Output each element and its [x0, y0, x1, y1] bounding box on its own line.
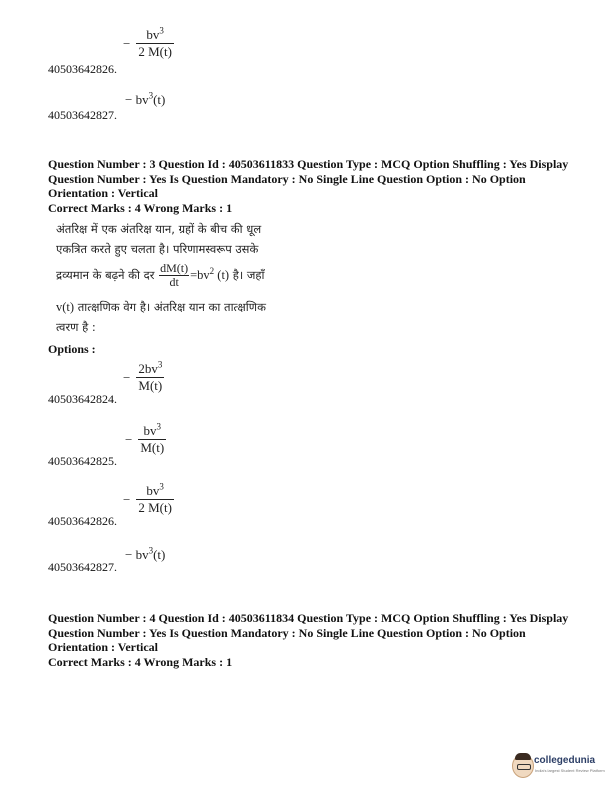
- rate-line: द्रव्यमान के बढ़ने की दर $\frac{dM(t)}{dt}$ $=bv^2$ (t) है। जहाँ: [56, 261, 265, 289]
- option-expression: − $\frac{2bv^3}{M(t)}$: [123, 359, 163, 393]
- collegedunia-logo: [512, 752, 607, 782]
- question-4-marks: Correct Marks : 4 Wrong Marks : 1: [48, 654, 233, 669]
- question-3-header: Question Number : 3 Question Id : 40503611833 Question Type : MCQ Option Shuffling : Yes Display Question Number : Yes Is Question Mandatory : No Single Line Question Option : No Option Orientation : Vertical Correct Marks : 4 Wrong Marks : 1: [48, 157, 578, 215]
- logo-name: collegedunia: [534, 755, 596, 766]
- option-id: 40503642825.: [48, 454, 117, 468]
- question-3-marks: Correct Marks : 4 Wrong Marks : 1: [48, 200, 233, 215]
- option-expression: − $bv^3(t)$: [125, 90, 166, 107]
- question-4-header: Question Number : 4 Question Id : 40503611834 Question Type : MCQ Option Shuffling : Yes Display Question Number : Yes Is Question Mandatory : No Single Line Question Option : No Option Orientation : Vertical Correct Marks : 4 Wrong Marks : 1: [48, 611, 578, 669]
- option-expression: − $bv^3(t)$: [125, 545, 166, 562]
- option-id: 40503642824.: [48, 392, 117, 406]
- options-label: Options :: [48, 342, 96, 356]
- option-expression: − $\frac{bv^3}{M(t)}$: [125, 421, 165, 455]
- option-id: 40503642826.: [48, 514, 117, 528]
- option-id: 40503642827.: [48, 560, 117, 574]
- option-expression: − $\frac{bv^3}{2 M(t)}$: [123, 481, 172, 515]
- option-id: 40503642826.: [48, 62, 117, 76]
- option-id: 40503642827.: [48, 108, 117, 122]
- exam-page: − $\frac{bv^3}{2 M(t)}$ 40503642826. − $bv^3(t)$ 40503642827. Question Number : 3 Question Id : 40503611833 Question Type : MCQ Option Shuffling : Yes Display Question Number : Yes Is Question Mandatory : No Single Line Question Option : No Option Orientation : Vertical Correct Marks : 4 Wrong Marks : 1 अंतरिक्ष में एक अंतरिक्ष यान, ग्रहों के बीच की धूल एकत्रित करते हुए चलता है। परिणामस्वरूप उसके द्रव्यमान के बढ़ने की दर $\frac{dM(t)}{dt}$ $=bv^2$ (t) है। जहाँ v(t) तात्क्षणिक वेग है। अंतरिक्ष यान का तात्क्षणिक त्वरण है : Options : − $\frac{2bv^3}{M(t)}$ 40503642824. − $\frac{bv^3}{M(t)}$ 40503642825. − $\frac{bv^3}{2 M(t)}$ 40503642826. − $bv^3(t)$ 40503642827. Question Number : 4 Question Id : 40503611834 Question Type : MCQ Option Shuffling : Yes Display Question Number : Yes Is Question Mandatory : No Single Line Question Option : No Option Orientation : Vertical Correct Marks : 4 Wrong Marks : 1 collegedunia India's largest Student Review Platform: [0, 0, 612, 792]
- logo-tagline: India's largest Student Review Platform: [535, 768, 605, 773]
- student-avatar-icon: [512, 754, 534, 778]
- option-expression: − $\frac{bv^3}{2 M(t)}$: [123, 25, 172, 59]
